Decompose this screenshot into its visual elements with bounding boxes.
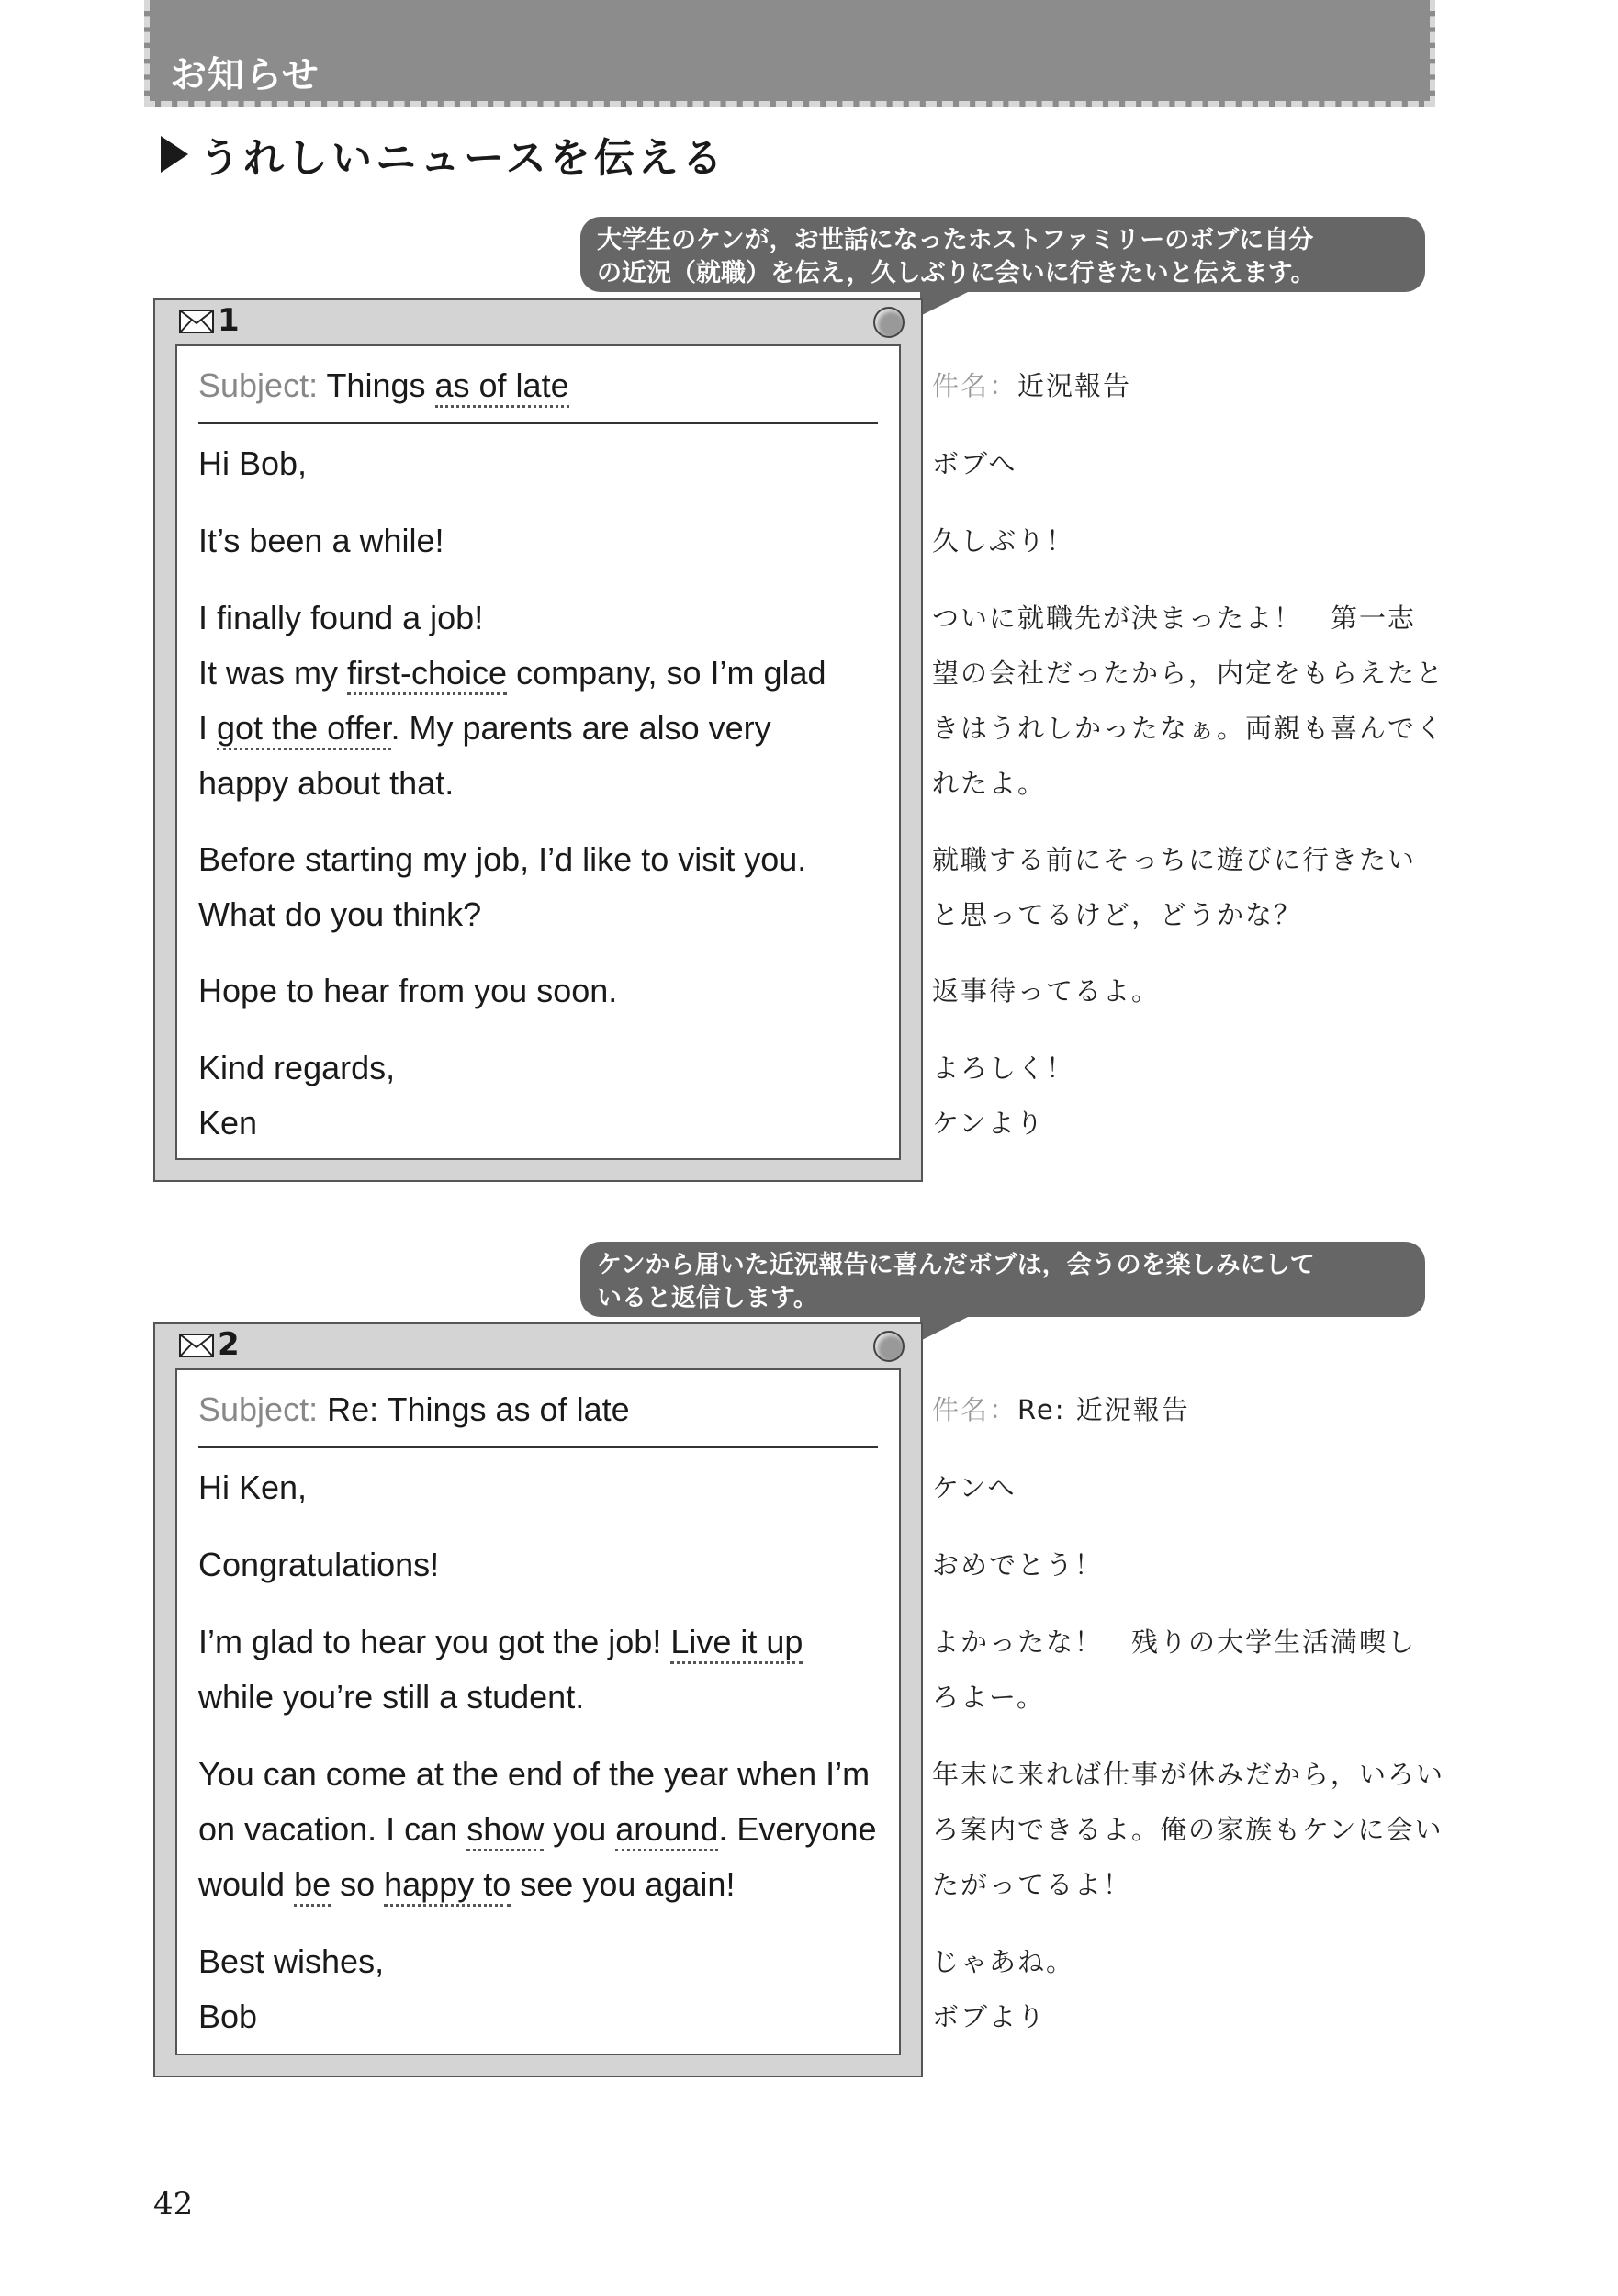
text-run: I <box>198 709 218 747</box>
text-run: so <box>331 1865 385 1903</box>
key-phrase: show <box>466 1810 544 1851</box>
email-signature: Ken <box>198 1104 258 1142</box>
window-circle-button[interactable] <box>873 1331 905 1362</box>
email-line <box>198 1857 735 1912</box>
email-title-bar <box>155 1324 921 1365</box>
email-line: I finally found a job! <box>198 599 484 636</box>
email-line <box>198 1802 876 1857</box>
jp-signature: ボブより <box>932 2001 1047 2032</box>
jp-line: ろよー。 <box>932 1682 1045 1713</box>
context-bubble-1 <box>580 217 1425 292</box>
email-number: 2 <box>218 1326 240 1363</box>
email-paragraph: Hope to hear from you soon. <box>198 972 618 1009</box>
jp-paragraph: おめでとう！ <box>932 1549 1104 1581</box>
email-line <box>198 701 771 756</box>
jp-signature: ケンより <box>932 1108 1045 1139</box>
jp-subject-line <box>932 358 1131 413</box>
section-header-band <box>144 0 1435 107</box>
email-signature: Bob <box>198 1998 258 2035</box>
page-heading <box>161 127 726 182</box>
section-label: お知らせ <box>170 54 320 96</box>
email-line: Before starting my job, I’d like to visit you. <box>198 840 807 878</box>
jp-line: ついに就職先が決まったよ！ 第一志 <box>932 602 1417 634</box>
text-run: on vacation. I can <box>198 1810 467 1848</box>
email-closing: Best wishes, <box>198 1942 385 1980</box>
context-note-line: の近況（就職）を伝え，久しぶりに会いに行きたいと伝えます。 <box>597 259 1316 287</box>
email-subject-line <box>198 358 569 413</box>
key-phrase: around <box>615 1810 718 1851</box>
email-greeting: Hi Ken, <box>198 1469 308 1506</box>
jp-paragraph: 返事待ってるよ。 <box>932 975 1161 1007</box>
context-note-line: いると返信します。 <box>597 1284 818 1312</box>
page-number: 42 <box>153 2186 194 2223</box>
jp-line: 年末に来れば仕事が休みだから，いろい <box>932 1759 1445 1790</box>
text-run: would <box>198 1865 295 1903</box>
subject-label: Subject: <box>198 1390 319 1428</box>
jp-line: れたよ。 <box>932 768 1047 799</box>
jp-subject-label: 件名： <box>932 1394 1018 1425</box>
text-run: . My parents are also very <box>390 709 771 747</box>
jp-line: ろ案内できるよ。俺の家族もケンに会い <box>932 1814 1444 1845</box>
jp-line: 就職する前にそっちに遊びに行きたい <box>932 844 1417 875</box>
jp-greeting: ケンへ <box>932 1472 1017 1503</box>
email-line: happy about that. <box>198 764 455 802</box>
email-line: You can come at the end of the year when I’m <box>198 1755 871 1793</box>
email-title-bar <box>155 300 921 341</box>
jp-paragraph: 久しぶり！ <box>932 525 1075 557</box>
jp-line: たがってるよ！ <box>932 1869 1132 1900</box>
context-note-line: 大学生のケンが，お世話になったホストファミリーのボブに自分 <box>597 226 1314 254</box>
speech-tail-icon <box>920 288 975 316</box>
text-run: you <box>544 1810 616 1848</box>
jp-closing: よろしく！ <box>932 1052 1075 1084</box>
email-line: What do you think? <box>198 895 482 933</box>
context-note-line: ケンから届いた近況報告に喜んだボブは，会うのを楽しみにして <box>597 1251 1315 1279</box>
text-run: I’m glad to hear you got the job! <box>198 1623 671 1660</box>
text-run: It was my <box>198 654 348 692</box>
key-phrase: happy to <box>384 1865 511 1907</box>
email-closing: Kind regards, <box>198 1049 396 1086</box>
subject-label: Subject: <box>198 366 319 404</box>
jp-subject-text: Re: 近況報告 <box>1017 1394 1190 1425</box>
subject-phrase-underlined: as of late <box>435 366 569 408</box>
email-line: while you’re still a student. <box>198 1678 585 1716</box>
subject-divider <box>198 1446 878 1448</box>
subject-text: Things <box>326 366 435 404</box>
email-paragraph: It’s been a while! <box>198 522 444 559</box>
page-title: うれしいニュースを伝える <box>199 135 726 182</box>
email-line <box>198 646 826 701</box>
email-number: 1 <box>218 302 240 339</box>
jp-line: 望の会社だったから，内定をもらえたと <box>932 658 1445 689</box>
jp-greeting: ボブへ <box>932 448 1017 479</box>
key-phrase: Live it up <box>670 1623 803 1664</box>
email-paragraph: Congratulations! <box>198 1546 440 1583</box>
text-run: see you again! <box>511 1865 736 1903</box>
jp-closing: じゃあね。 <box>932 1946 1075 1977</box>
text-run: . Everyone <box>718 1810 877 1848</box>
triangle-arrow-icon <box>161 136 188 173</box>
jp-line: きはうれしかったなぁ。両親も喜んでく <box>932 713 1445 744</box>
jp-line: よかったな！ 残りの大学生活満喫し <box>932 1626 1417 1658</box>
window-circle-button[interactable] <box>873 307 905 338</box>
jp-subject-text: 近況報告 <box>1017 370 1132 401</box>
jp-subject-label: 件名： <box>932 370 1018 401</box>
email-greeting: Hi Bob, <box>198 445 308 482</box>
key-phrase: be <box>294 1865 331 1907</box>
key-phrase: got the offer <box>217 709 391 750</box>
email-line <box>198 1615 803 1670</box>
jp-subject-line <box>932 1382 1190 1437</box>
text-run: company, so I’m glad <box>507 654 826 692</box>
speech-tail-icon <box>920 1313 975 1341</box>
envelope-icon <box>179 310 214 333</box>
subject-divider <box>198 422 878 424</box>
key-phrase: first-choice <box>347 654 507 695</box>
context-bubble-2 <box>580 1242 1425 1317</box>
email-subject-line <box>198 1382 630 1437</box>
jp-line: と思ってるけど，どうかな？ <box>932 899 1303 930</box>
envelope-icon <box>179 1334 214 1357</box>
subject-text: Re: Things as of late <box>327 1390 630 1428</box>
